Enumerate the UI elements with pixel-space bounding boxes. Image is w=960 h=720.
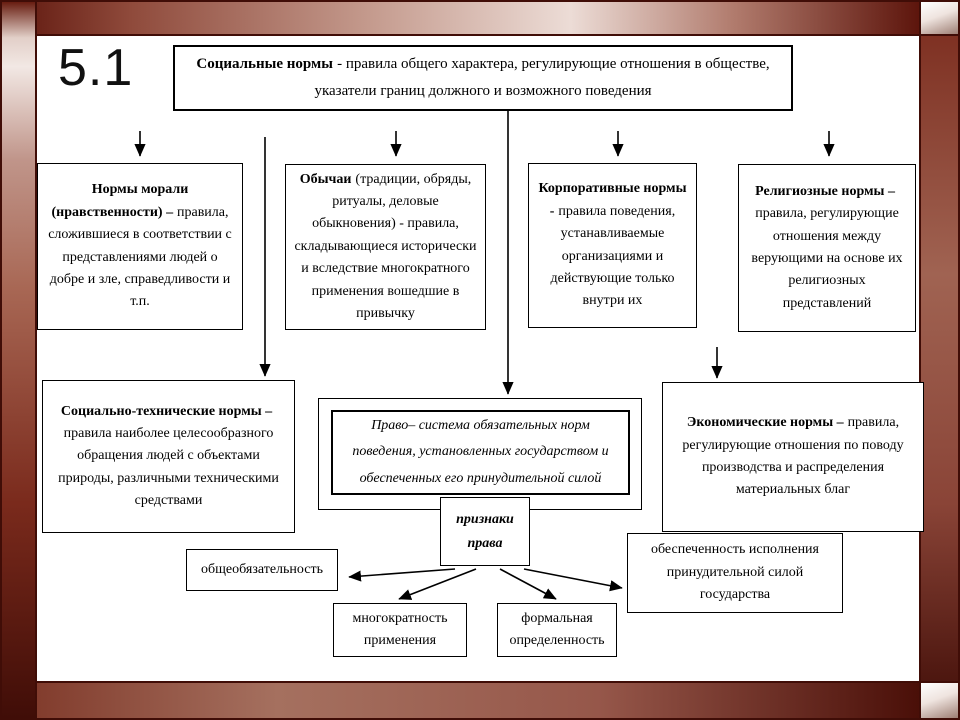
norm-box-corporate bbox=[528, 163, 697, 328]
feature-state-enforcement: обеспеченность исполнения принудительной силой государства bbox=[650, 542, 819, 603]
feature-obligatory: общеобязательность bbox=[201, 561, 323, 577]
religious-text: правила, регулирующие отношения между верующими на основе их религиозных представлений bbox=[751, 206, 903, 311]
corporate-term: Корпоративные нормы - bbox=[538, 181, 687, 219]
norm-box-socio-technical bbox=[42, 380, 295, 533]
corporate-text: правила поведения, устанавливаемые организациями и действующие только внутри их bbox=[550, 203, 676, 309]
economic-text: правила, регулирующие отношения по поводу производства и распределения материальных благ bbox=[682, 415, 904, 498]
feature-box-state-enforcement bbox=[627, 533, 843, 613]
law-term: Право bbox=[371, 417, 409, 433]
definition-box-social-norms bbox=[173, 45, 793, 111]
frame-corner-top-right bbox=[919, 0, 960, 36]
moral-term: Нормы морали (нравственности) – bbox=[51, 182, 189, 220]
feature-formal-certainty: формальная определенность bbox=[509, 610, 605, 648]
frame-left-bar bbox=[0, 0, 37, 720]
frame-corner-bottom-right bbox=[919, 681, 960, 720]
norm-box-customs bbox=[285, 164, 486, 330]
law-features-label-box bbox=[440, 497, 530, 566]
feature-box-repeated-use bbox=[333, 603, 467, 657]
socio-technical-text: правила наиболее целесообразного обращения людей с объектами природы, различными техническими средствами bbox=[58, 425, 279, 509]
feature-repeated-use: многократность применения bbox=[352, 610, 448, 648]
slide-number: 5.1 bbox=[58, 39, 134, 97]
customs-text: (традиции, обряды, ритуалы, деловые обыкновения) - правила, складывающиеся исторически и вследствие многократного применения вошедшие в привычку bbox=[294, 171, 477, 321]
frame-bottom-bar bbox=[0, 681, 921, 720]
frame-top-bar bbox=[0, 0, 921, 36]
economic-term: Экономические нормы – bbox=[686, 415, 844, 431]
law-text: – система обязательных норм поведения, установленных государством и обеспеченных его принудительной силой bbox=[352, 417, 609, 486]
customs-term: Обычаи bbox=[299, 171, 352, 187]
frame-right-bar bbox=[919, 0, 960, 720]
law-features-label: признаки права bbox=[456, 511, 514, 551]
definition-text: - правила общего характера, регулирующие отношения в обществе, указатели границ должного и возможного поведения bbox=[314, 56, 770, 99]
definition-term: Социальные нормы bbox=[196, 56, 333, 72]
norm-box-economic bbox=[662, 382, 924, 532]
religious-term: Религиозные нормы – bbox=[755, 183, 895, 199]
moral-text: правила, сложившиеся в соответствии с представлениями людей о добре и зле, справедливости и т.п. bbox=[48, 204, 232, 310]
feature-box-obligatory bbox=[186, 549, 338, 591]
norm-box-religious bbox=[738, 164, 916, 332]
law-box bbox=[331, 410, 630, 495]
norm-box-moral bbox=[37, 163, 243, 330]
feature-box-formal-certainty bbox=[497, 603, 617, 657]
socio-technical-term: Социально-технические нормы – bbox=[60, 403, 273, 419]
